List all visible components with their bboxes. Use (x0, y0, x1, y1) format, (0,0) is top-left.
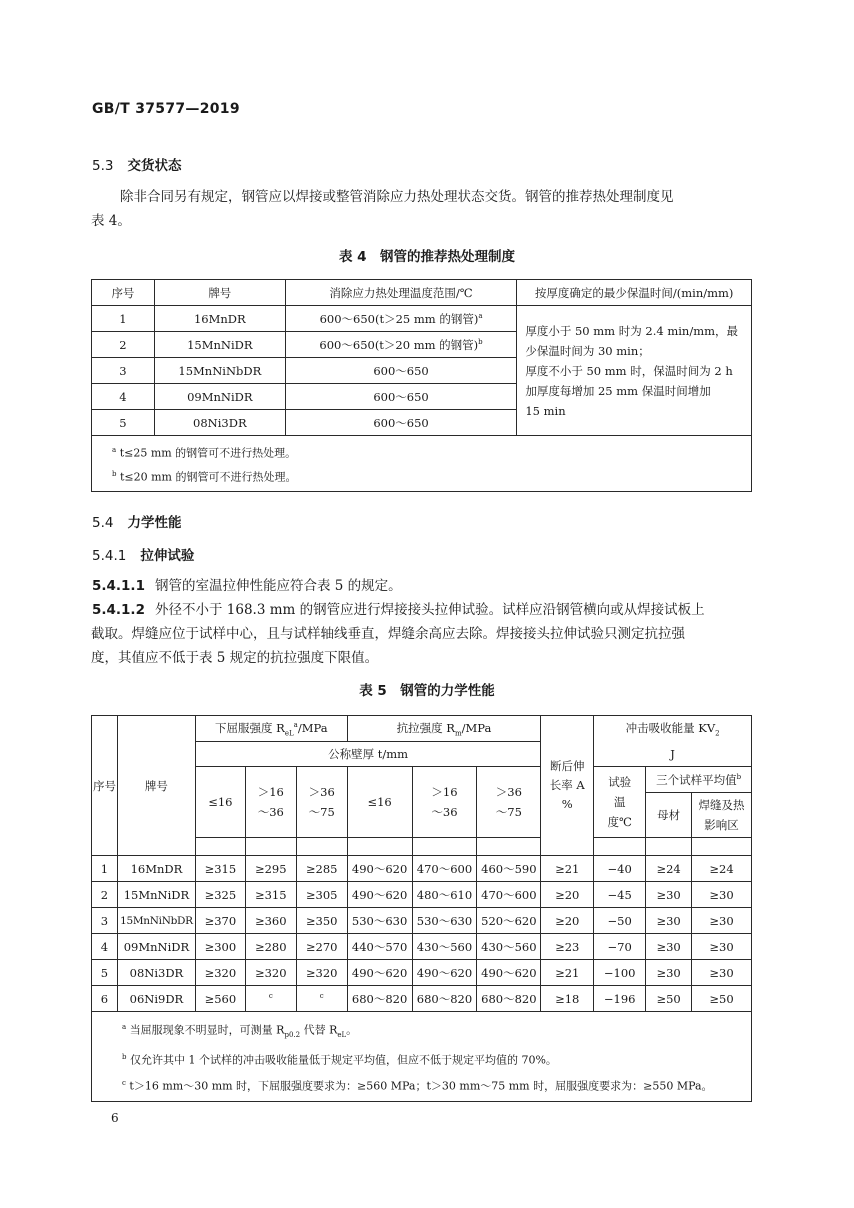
footnote-mark: a (478, 311, 483, 320)
page-number: 6 (111, 1111, 119, 1125)
empty-cell (347, 838, 412, 856)
yield-cell: ≥270 (296, 934, 347, 960)
section-5-3-heading (92, 154, 181, 174)
temperature-cell: −196 (594, 986, 646, 1012)
paragraph-line: 除非合同另有规定，钢管应以焊接或整管消除应力热处理状态交货。钢管的推荐热处理制度见 (120, 189, 674, 205)
row-number: 4 (92, 384, 155, 410)
yield-cell: ≥300 (195, 934, 245, 960)
clause-5-4-1-2 (92, 598, 705, 623)
base-cell: ≥30 (646, 960, 692, 986)
tensile-cell: 490～620 (347, 856, 412, 882)
base-cell: ≥30 (646, 908, 692, 934)
footnote-mark: c (268, 991, 273, 1000)
tensile-cell: 430～560 (412, 934, 477, 960)
yield-cell: ≥285 (296, 856, 347, 882)
header-text: 抗拉强度 R (396, 720, 455, 735)
temperature-cell: −40 (594, 856, 646, 882)
section-title: 力学性能 (127, 515, 182, 531)
footnote-c (122, 1072, 751, 1098)
subscript: eL (284, 729, 294, 738)
yield-cell: ≥320 (245, 960, 296, 986)
row-number: 5 (92, 410, 155, 436)
tensile-cell: 490～620 (347, 960, 412, 986)
elongation-cell: ≥21 (541, 856, 594, 882)
temperature-cell: −100 (594, 960, 646, 986)
yield-cell: ≥320 (195, 960, 245, 986)
subscript: p0.2 (284, 1030, 301, 1039)
yield-cell: ≥280 (245, 934, 296, 960)
empty-cell (296, 838, 347, 856)
table-row (92, 986, 752, 1012)
row-number: 5 (92, 960, 118, 986)
holding-time-cell (517, 306, 752, 436)
grade-cell: 06Ni9DR (117, 986, 195, 1012)
table-5 (91, 715, 752, 1102)
holding-time-line: 15 min (525, 403, 566, 418)
footnote-mark: b (736, 772, 742, 781)
table-4 (91, 279, 752, 492)
grade-cell: 09MnNiDR (154, 384, 285, 410)
tensile-cell: 480～610 (412, 882, 477, 908)
unit-text: /MPa (461, 720, 492, 735)
tensile-cell: 490～620 (412, 960, 477, 986)
grade-cell: 15MnNiNbDR (154, 358, 285, 384)
temperature-cell: −50 (594, 908, 646, 934)
weld-cell: ≥30 (692, 882, 752, 908)
yield-cell: ≥315 (195, 856, 245, 882)
header-cell: 牌号 (154, 280, 285, 306)
yield-cell: ≥320 (296, 960, 347, 986)
grade-cell: 15MnNiDR (154, 332, 285, 358)
footnote-text: 当屈服现象不明显时，可测量 R (129, 1023, 285, 1037)
table-row (92, 856, 752, 882)
header-cell: 消除应力热处理温度范围/℃ (285, 280, 517, 306)
row-number: 1 (92, 856, 118, 882)
temperature-text: 600～650(t＞25 mm 的钢管) (319, 311, 479, 326)
footnote-b (122, 1046, 751, 1072)
table-row (92, 908, 752, 934)
holding-time-line: 加厚度每增加 25 mm 保温时间增加 (525, 383, 711, 398)
subscript: 2 (715, 729, 720, 738)
table-header-row (92, 716, 752, 742)
header-impact-energy (594, 716, 752, 767)
grade-cell: 08Ni3DR (154, 410, 285, 436)
row-number: 6 (92, 986, 118, 1012)
weld-cell: ≥30 (692, 960, 752, 986)
section-number: 5.4.1 (92, 548, 127, 564)
footnote-text: t≤25 mm 的钢管可不进行热处理。 (119, 446, 297, 460)
table-5-caption: 表 5 钢管的力学性能 (359, 683, 495, 699)
yield-cell: ≥370 (195, 908, 245, 934)
document-id: GB/T 37577—2019 (92, 101, 240, 117)
holding-time-line: 厚度不小于 50 mm 时，保温时间为 2 h (525, 363, 733, 378)
table-header-row (92, 280, 752, 306)
thickness-range: ＞16～36 (245, 767, 296, 838)
grade-cell: 15MnNiDR (117, 882, 195, 908)
section-number: 5.4 (92, 515, 114, 531)
header-no: 序号 (92, 716, 118, 856)
header-cell: 序号 (92, 280, 155, 306)
table-footnote-row (92, 436, 752, 492)
row-number: 3 (92, 908, 118, 934)
grade-cell: 09MnNiDR (117, 934, 195, 960)
header-thickness: 公称壁厚 t/mm (195, 742, 540, 767)
header-tensile-strength (347, 716, 541, 742)
holding-time-line: 厚度小于 50 mm 时为 2.4 min/mm，最 (525, 323, 739, 338)
clause-text: 钢管的室温拉伸性能应符合表 5 的规定。 (154, 578, 402, 594)
base-cell: ≥50 (646, 986, 692, 1012)
empty-cell (692, 838, 752, 856)
empty-cell (412, 838, 477, 856)
table-footnote-row (92, 1012, 752, 1102)
header-cell: 按厚度确定的最少保温时间/(min/mm) (517, 280, 752, 306)
table-row (92, 960, 752, 986)
elongation-cell: ≥20 (541, 882, 594, 908)
temperature-cell (285, 306, 517, 332)
elongation-cell: ≥21 (541, 960, 594, 986)
weld-cell: ≥30 (692, 908, 752, 934)
table-footnotes (92, 1012, 752, 1102)
temperature-cell: −45 (594, 882, 646, 908)
temperature-text: 600～650(t＞20 mm 的钢管) (319, 337, 479, 352)
footnote-b (112, 464, 751, 488)
clause-text: 外径不小于 168.3 mm 的钢管应进行焊接接头拉伸试验。试样应沿钢管横向或从焊接试板上 (154, 602, 705, 618)
elongation-cell: ≥18 (541, 986, 594, 1012)
weld-cell: ≥50 (692, 986, 752, 1012)
row-number: 4 (92, 934, 118, 960)
tensile-cell: 530～630 (412, 908, 477, 934)
tensile-cell: 460～590 (477, 856, 541, 882)
yield-cell: ≥315 (245, 882, 296, 908)
tensile-cell: 470～600 (412, 856, 477, 882)
yield-cell: ≥305 (296, 882, 347, 908)
empty-cell (477, 838, 541, 856)
tensile-cell: 680～820 (477, 986, 541, 1012)
row-number: 3 (92, 358, 155, 384)
clause-number: 5.4.1.2 (92, 602, 145, 618)
grade-cell: 08Ni3DR (117, 960, 195, 986)
unit-text: J (670, 746, 675, 761)
base-cell: ≥30 (646, 934, 692, 960)
section-title: 交货状态 (127, 158, 182, 174)
clause-5-4-1-1 (92, 574, 402, 599)
base-cell: ≥30 (646, 882, 692, 908)
footnote-mark: a (122, 1023, 127, 1031)
empty-cell (245, 838, 296, 856)
weld-cell: ≥24 (692, 856, 752, 882)
base-cell: ≥24 (646, 856, 692, 882)
tensile-cell: 530～630 (347, 908, 412, 934)
footnote-text: 代替 R (300, 1023, 338, 1037)
tensile-cell: 490～620 (347, 882, 412, 908)
header-text: 下屈服强度 R (215, 720, 285, 735)
clause-number: 5.4.1.1 (92, 578, 145, 594)
table-4-caption: 表 4 钢管的推荐热处理制度 (338, 249, 516, 265)
elongation-cell: ≥20 (541, 908, 594, 934)
footnote-a (112, 440, 751, 464)
footnote-text: t＞16 mm～30 mm 时，下屈服强度要求为：≥560 MPa；t＞30 mm～75 mm 时，屈服强度要求为：≥550 MPa。 (129, 1079, 713, 1093)
header-average (646, 767, 752, 793)
footnote-mark: c (122, 1078, 126, 1087)
paragraph-line: 表 4。 (91, 213, 131, 229)
temperature-cell: 600～650 (285, 410, 517, 436)
section-title: 拉伸试验 (140, 548, 195, 564)
yield-cell: ≥350 (296, 908, 347, 934)
header-test-temperature: 试验温度℃ (594, 767, 646, 838)
footnote-text: 仅允许其中 1 个试样的冲击吸收能量低于规定平均值，但应不低于规定平均值的 70%。 (129, 1053, 557, 1067)
subscript: m (454, 729, 462, 738)
header-yield-strength (195, 716, 347, 742)
section-5-4-heading (92, 511, 181, 531)
section-number: 5.3 (92, 158, 114, 174)
tensile-cell: 440～570 (347, 934, 412, 960)
footnote-mark: b (478, 337, 483, 346)
header-weld: 焊缝及热影响区 (692, 793, 752, 838)
footnote-mark: a (112, 446, 117, 454)
grade-cell: 16MnDR (154, 306, 285, 332)
elongation-cell: ≥23 (541, 934, 594, 960)
yield-cell (296, 986, 347, 1012)
footnote-text: t≤20 mm 的钢管可不进行热处理。 (119, 470, 297, 484)
grade-cell: 15MnNiNbDR (117, 908, 195, 934)
table-footnotes (92, 436, 752, 492)
row-number: 2 (92, 332, 155, 358)
empty-cell (594, 838, 646, 856)
header-elongation: 断后伸长率 A % (541, 716, 594, 856)
footnote-mark: b (122, 1052, 127, 1061)
holding-time-line: 少保温时间为 30 min； (525, 343, 650, 358)
section-5-4-1-heading (92, 544, 194, 564)
footnote-mark: a (293, 721, 298, 730)
tensile-cell: 490～620 (477, 960, 541, 986)
yield-cell (245, 986, 296, 1012)
footnote-text: 。 (346, 1023, 358, 1037)
paragraph-line: 截取。焊缝应位于试样中心，且与试样轴线垂直，焊缝余高应去除。焊接接头拉伸试验只测定抗拉强 (91, 626, 685, 642)
header-text: 三个试样平均值 (656, 772, 737, 787)
row-number: 1 (92, 306, 155, 332)
row-number: 2 (92, 882, 118, 908)
footnote-mark: b (112, 469, 117, 478)
thickness-range: ≤16 (195, 767, 245, 838)
footnote-mark: c (319, 991, 324, 1000)
tensile-cell: 520～620 (477, 908, 541, 934)
thickness-range: ＞36～75 (477, 767, 541, 838)
thickness-range: ＞36～75 (296, 767, 347, 838)
temperature-cell (285, 332, 517, 358)
thickness-range: ≤16 (347, 767, 412, 838)
paragraph-line: 度，其值应不低于表 5 规定的抗拉强度下限值。 (91, 650, 379, 666)
empty-cell (195, 838, 245, 856)
thickness-range: ＞16～36 (412, 767, 477, 838)
tensile-cell: 680～820 (347, 986, 412, 1012)
unit-text: /MPa (297, 720, 328, 735)
temperature-cell: 600～650 (285, 384, 517, 410)
tensile-cell: 470～600 (477, 882, 541, 908)
table-row (92, 306, 752, 332)
table-row (92, 934, 752, 960)
header-text: 冲击吸收能量 KV (625, 721, 716, 736)
subscript: eL (337, 1030, 347, 1039)
grade-cell: 16MnDR (117, 856, 195, 882)
empty-cell (646, 838, 692, 856)
temperature-cell: −70 (594, 934, 646, 960)
tensile-cell: 430～560 (477, 934, 541, 960)
tensile-cell: 680～820 (412, 986, 477, 1012)
yield-cell: ≥360 (245, 908, 296, 934)
table-row (92, 882, 752, 908)
temperature-cell: 600～650 (285, 358, 517, 384)
header-base-metal: 母材 (646, 793, 692, 838)
header-grade: 牌号 (117, 716, 195, 856)
yield-cell: ≥560 (195, 986, 245, 1012)
yield-cell: ≥325 (195, 882, 245, 908)
yield-cell: ≥295 (245, 856, 296, 882)
footnote-a (122, 1016, 751, 1046)
weld-cell: ≥30 (692, 934, 752, 960)
